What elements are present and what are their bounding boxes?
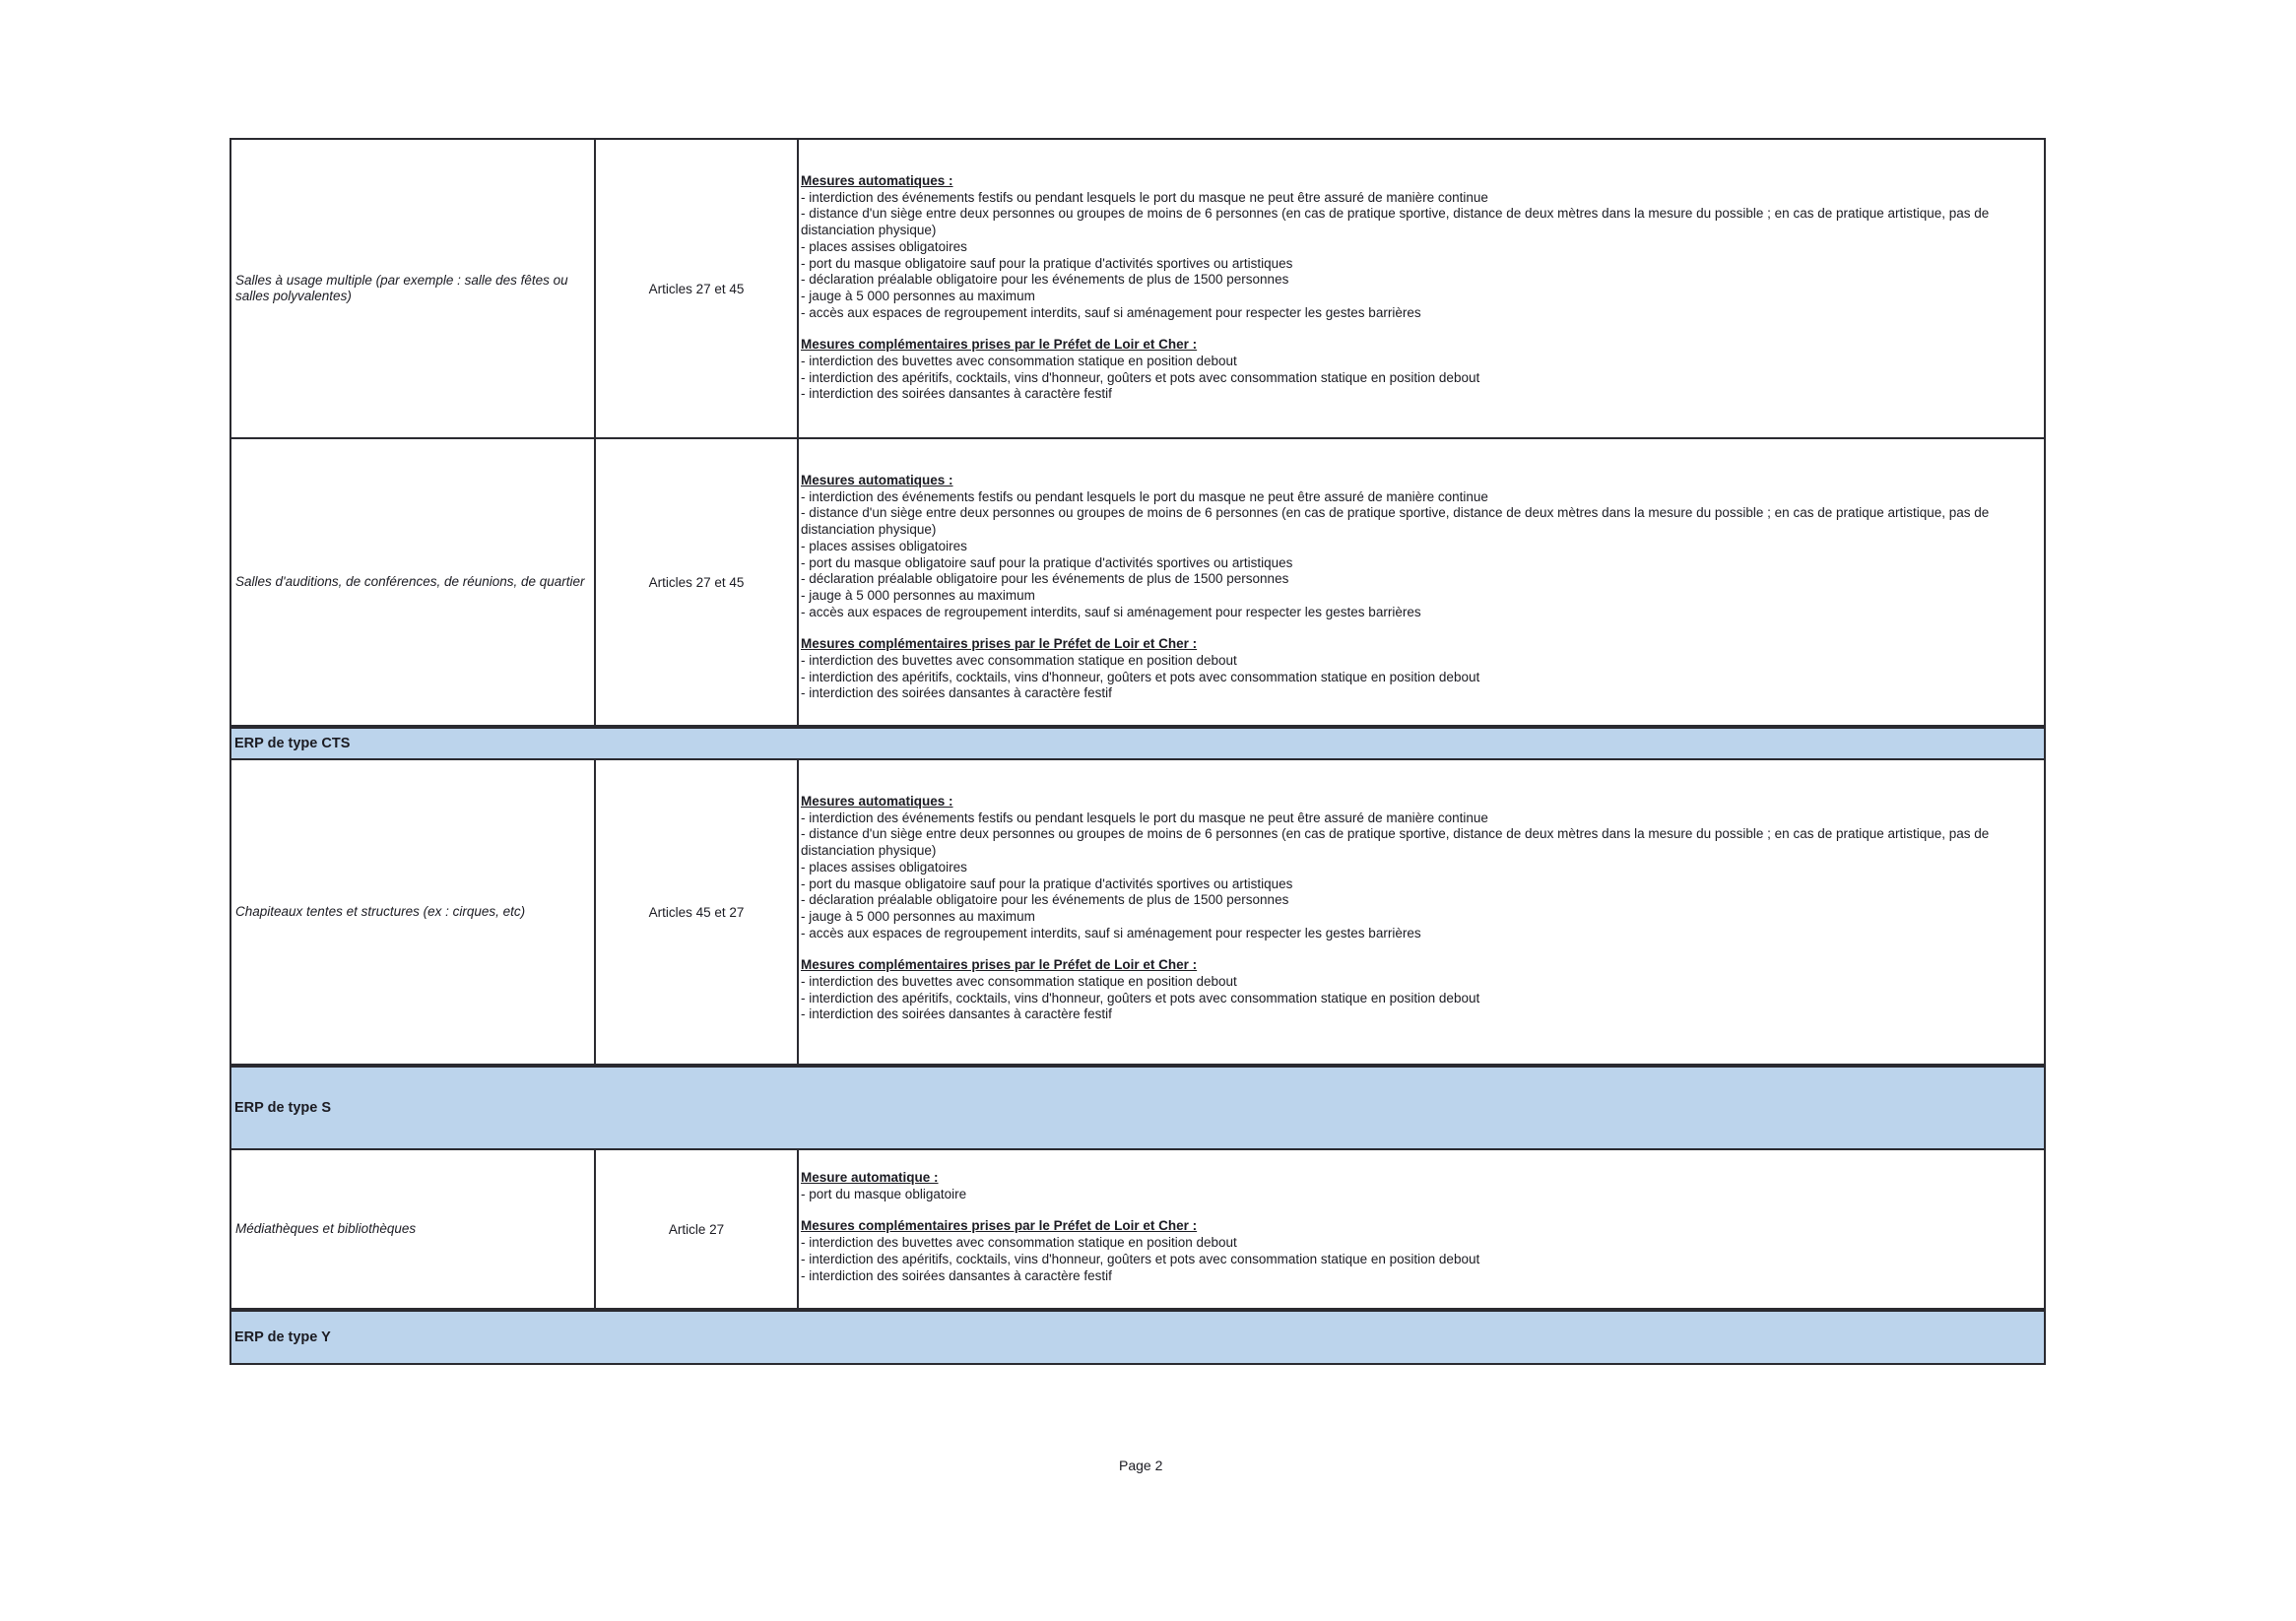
establishment-name: Salles à usage multiple (par exemple : salle des fêtes ou salles polyvalentes) <box>235 273 568 303</box>
list-item: - port du masque obligatoire sauf pour la pratique d'activités sportives ou artistiques <box>801 875 1293 891</box>
list-item: - distance d'un siège entre deux personnes ou groupes de moins de 6 personnes (en cas de pratique sportive, distance de deux mètres dans la mesure du possible ; en cas de pratique artistique, pas de distanciation physique) <box>801 206 1990 238</box>
list-item: - déclaration préalable obligatoire pour les événements de plus de 1500 personnes <box>801 272 1289 288</box>
establishment-cell <box>231 439 596 725</box>
articles-ref: Article 27 <box>668 1221 725 1237</box>
list-item: - interdiction des buvettes avec consommation statique en position debout <box>801 1235 1237 1251</box>
list-item: - interdiction des apéritifs, cocktails, vins d'honneur, goûters et pots avec consommation statique en position debout <box>801 1251 1480 1266</box>
list-item: - jauge à 5 000 personnes au maximum <box>801 288 1035 303</box>
list-item: - distance d'un siège entre deux personnes ou groupes de moins de 6 personnes (en cas de pratique sportive, distance de deux mètres dans la mesure du possible ; en cas de pratique artistique, pas de distanciation physique) <box>801 826 1990 859</box>
list-item: - accès aux espaces de regroupement interdits, sauf si aménagement pour respecter les gestes barrières <box>801 604 1421 619</box>
table-row <box>230 138 2046 439</box>
list-item: - interdiction des apéritifs, cocktails, vins d'honneur, goûters et pots avec consommation statique en position debout <box>801 990 1480 1005</box>
establishment-name: Salles d'auditions, de conférences, de réunions, de quartier <box>235 574 585 589</box>
articles-cell <box>596 760 799 1064</box>
complementary-measures-heading: Mesures complémentaires prises par le Préfet de Loir et Cher : <box>801 636 1198 652</box>
list-item: - interdiction des apéritifs, cocktails, vins d'honneur, goûters et pots avec consommation statique en position debout <box>801 369 1480 385</box>
auto-measures-heading: Mesures automatiques : <box>801 173 953 188</box>
establishment-cell <box>231 760 596 1064</box>
list-item: - interdiction des apéritifs, cocktails, vins d'honneur, goûters et pots avec consommation statique en position debout <box>801 669 1480 684</box>
auto-measures-heading: Mesures automatiques : <box>801 794 953 809</box>
list-item: - interdiction des événements festifs ou pendant lesquels le port du masque ne peut être assuré de manière continue <box>801 189 1488 205</box>
list-item: - interdiction des événements festifs ou pendant lesquels le port du masque ne peut être assuré de manière continue <box>801 488 1488 504</box>
auto-measures-heading: Mesure automatique : <box>801 1170 939 1185</box>
table-row <box>230 760 2046 1066</box>
measures-cell <box>799 1150 2044 1308</box>
list-item: - interdiction des événements festifs ou pendant lesquels le port du masque ne peut être assuré de manière continue <box>801 810 1488 825</box>
page-number: Page 2 <box>1119 1458 1163 1473</box>
category-band-s <box>230 1066 2046 1150</box>
list-item: - interdiction des buvettes avec consommation statique en position debout <box>801 653 1237 669</box>
establishment-cell <box>231 140 596 437</box>
establishment-cell <box>231 1150 596 1308</box>
establishment-name: Médiathèques et bibliothèques <box>235 1221 417 1236</box>
complementary-measures-heading: Mesures complémentaires prises par le Préfet de Loir et Cher : <box>801 1218 1198 1234</box>
list-item: - accès aux espaces de regroupement interdits, sauf si aménagement pour respecter les gestes barrières <box>801 925 1421 940</box>
list-item: - interdiction des soirées dansantes à caractère festif <box>801 1006 1112 1022</box>
list-item: - port du masque obligatoire sauf pour la pratique d'activités sportives ou artistiques <box>801 255 1293 271</box>
complementary-measures-heading: Mesures complémentaires prises par le Préfet de Loir et Cher : <box>801 337 1198 353</box>
list-item: - places assises obligatoires <box>801 238 967 254</box>
category-band-cts <box>230 727 2046 760</box>
auto-measures-heading: Mesures automatiques : <box>801 473 953 487</box>
establishment-name: Chapiteaux tentes et structures (ex : cirques, etc) <box>235 904 526 919</box>
measures-cell <box>799 760 2044 1064</box>
list-item: - places assises obligatoires <box>801 538 967 553</box>
list-item: - interdiction des soirées dansantes à caractère festif <box>801 1267 1112 1283</box>
articles-ref: Articles 27 et 45 <box>648 574 745 590</box>
category-label: ERP de type CTS <box>234 736 351 751</box>
articles-cell <box>596 140 799 437</box>
list-item: - accès aux espaces de regroupement interdits, sauf si aménagement pour respecter les gestes barrières <box>801 304 1421 320</box>
articles-ref: Articles 27 et 45 <box>648 281 745 296</box>
list-item: - interdiction des soirées dansantes à caractère festif <box>801 685 1112 701</box>
list-item: - interdiction des buvettes avec consommation statique en position debout <box>801 974 1237 990</box>
table-row <box>230 1150 2046 1310</box>
table-row <box>230 439 2046 727</box>
list-item: - places assises obligatoires <box>801 859 967 875</box>
list-item: - jauge à 5 000 personnes au maximum <box>801 587 1035 603</box>
category-band-y <box>230 1310 2046 1365</box>
list-item: - interdiction des buvettes avec consommation statique en position debout <box>801 354 1237 369</box>
complementary-measures-heading: Mesures complémentaires prises par le Préfet de Loir et Cher : <box>801 957 1198 973</box>
measures-cell <box>799 439 2044 725</box>
list-item: - jauge à 5 000 personnes au maximum <box>801 908 1035 924</box>
articles-cell <box>596 439 799 725</box>
list-item: - port du masque obligatoire sauf pour la pratique d'activités sportives ou artistiques <box>801 554 1293 570</box>
measures-cell <box>799 140 2044 437</box>
list-item: - déclaration préalable obligatoire pour les événements de plus de 1500 personnes <box>801 571 1289 587</box>
measures-table <box>230 138 2046 1365</box>
list-item: - distance d'un siège entre deux personnes ou groupes de moins de 6 personnes (en cas de pratique sportive, distance de deux mètres dans la mesure du possible ; en cas de pratique artistique, pas de distanciation physique) <box>801 505 1990 538</box>
category-label: ERP de type Y <box>234 1329 331 1345</box>
category-label: ERP de type S <box>234 1100 332 1116</box>
articles-cell <box>596 1150 799 1308</box>
list-item: - interdiction des soirées dansantes à caractère festif <box>801 386 1112 402</box>
articles-ref: Articles 45 et 27 <box>648 904 745 920</box>
list-item: - déclaration préalable obligatoire pour les événements de plus de 1500 personnes <box>801 892 1289 908</box>
list-item: - port du masque obligatoire <box>801 1186 967 1201</box>
